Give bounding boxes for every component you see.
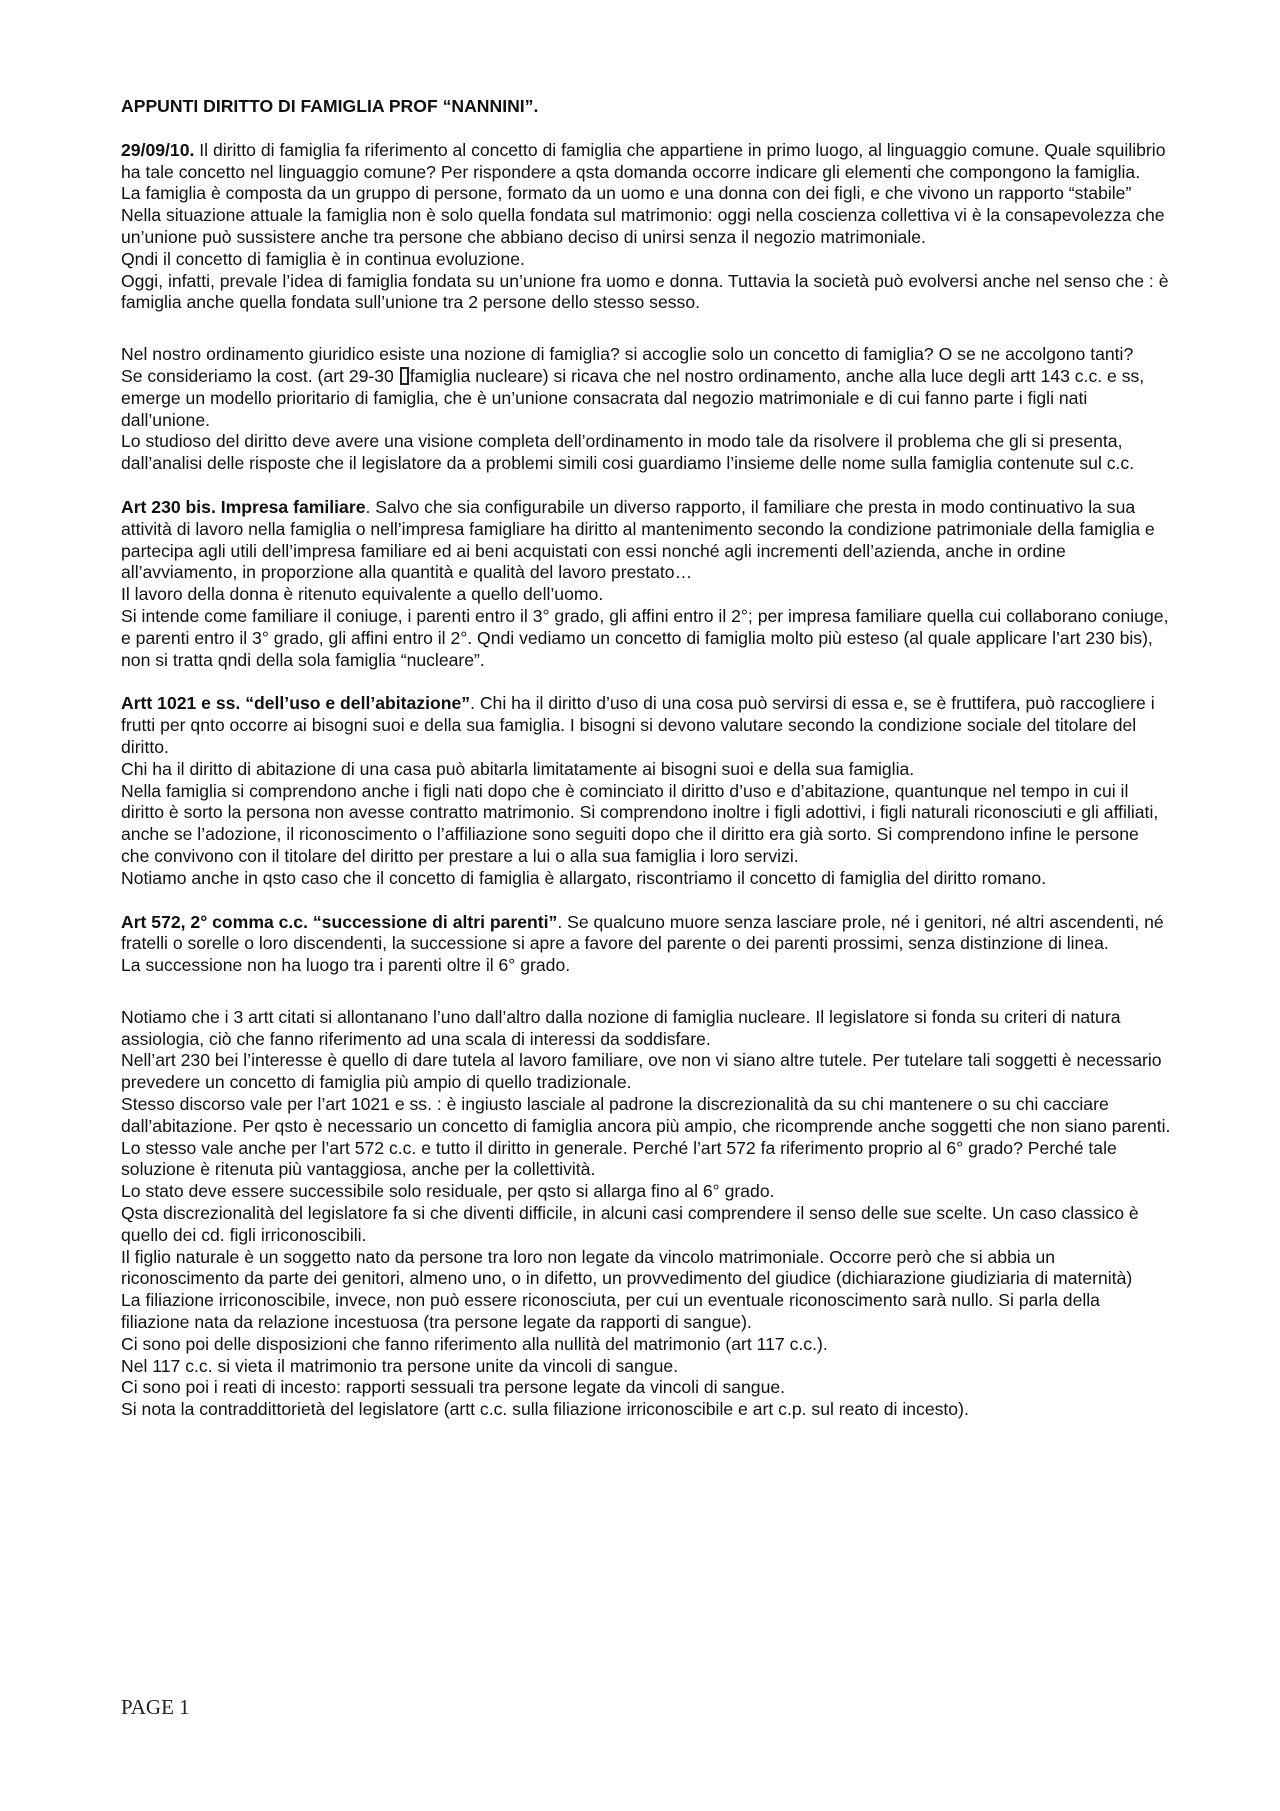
lecture-date: 29/09/10. (121, 139, 195, 160)
article-heading: Art 230 bis. Impresa familiare (121, 496, 366, 517)
paragraph: La successione non ha luogo tra i parenti oltre il 6° grado. (121, 955, 571, 976)
paragraph: Artt 1021 e ss. “dell’uso e dell’abitazione”. Chi ha il diritto d’uso di una cosa può servirsi di essa e, se è fruttifera, può raccogliere i frutti per qnto occorre ai bisogni suoi e della sua famiglia. I bisogni si devono valutare secondo la condizione sociale del titolare del diritto. (121, 693, 1155, 757)
paragraph: Art 230 bis. Impresa familiare. Salvo che sia configurabile un diverso rapporto, il familiare che presta in modo continuativo la sua attività di lavoro nella famiglia o nell’impresa famigliare ha diritto al mantenimento secondo la condizione patrimoniale della famiglia e partecipa agli utili dell’impresa familiare ed ai beni acquistati con essi nonché agli incrementi dell’azienda, anche in ordine all’avviamento, in proporzione alla quantità e qualità del lavoro prestato… (121, 496, 1155, 583)
paragraph: Qsta discrezionalità del legislatore fa si che diventi difficile, in alcuni casi comprendere il senso delle sue scelte. Un caso classico è quello dei cd. figli irriconoscibili. (121, 1203, 1139, 1245)
page-number-footer: PAGE 1 (121, 1695, 190, 1719)
paragraph: Nella famiglia si comprendono anche i figli nati dopo che è cominciato il diritto d’uso e d’abitazione, quantunque nel tempo in cui il diritto è sorto la persona non avesse contratto matrimonio. Si comprendono inoltre i figli adottivi, i figli naturali riconosciuti e gli affiliati, anche se l’adozione, il riconoscimento o l’affiliazione sono seguiti dopo che il diritto era già sorto. Si comprendono infine le persone che convivono con il titolare del diritto per prestare a lui o alla sua famiglia i loro servizi. (121, 780, 1159, 866)
document-body (121, 96, 1171, 1443)
section-art-572 (121, 912, 1171, 977)
paragraph: Ci sono poi delle disposizioni che fanno riferimento alla nullità del matrimonio (art 117 c.c.). (121, 1333, 828, 1354)
section-intro (121, 140, 1171, 314)
paragraph: Si intende come familiare il coniuge, i parenti entro il 3° grado, gli affini entro il 2°; per impresa familiare quella cui collaborano coniuge, e parenti entro il 3° grado, gli affini entro il 2°. Qndi vediamo un concetto di famiglia molto più esteso (al quale applicare l’art 230 bis), non si tratta qndi della sola famiglia “nucleare”. (121, 605, 1169, 670)
paragraph: Oggi, infatti, prevale l’idea di famiglia fondata su un’unione fra uomo e donna. Tuttavia la società può evolversi anche nel senso che : è famiglia anche quella fondata sull’unione tra 2 persone dello stesso sesso. (121, 270, 1169, 313)
paragraph: Si nota la contraddittorietà del legislatore (artt c.c. sulla filiazione irriconoscibile e art c.p. sul reato di incesto). (121, 1399, 969, 1420)
article-heading: Artt 1021 e ss. “dell’uso e dell’abitazione” (121, 693, 471, 714)
paragraph: Il lavoro della donna è ritenuto equivalente a quello dell’uomo. (121, 584, 604, 605)
document-title: APPUNTI DIRITTO DI FAMIGLIA PROF “NANNINI”. (121, 96, 539, 116)
section-nozione (121, 344, 1171, 475)
paragraph: Nel 117 c.c. si vieta il matrimonio tra persone unite da vincoli di sangue. (121, 1355, 679, 1376)
paragraph: Il figlio naturale è un soggetto nato da persone tra loro non legate da vincolo matrimoniale. Occorre però che si abbia un riconoscimento da parte dei genitori, almeno uno, o in difetto, un provvedimento del giudice (dichiarazione giudiziaria di maternità) (121, 1246, 1133, 1289)
section-art-1021 (121, 693, 1171, 889)
section-analisi (121, 1007, 1171, 1421)
paragraph: 29/09/10. Il diritto di famiglia fa riferimento al concetto di famiglia che appartiene in primo luogo, al linguaggio comune. Quale squilibrio ha tale concetto nel linguaggio comune? Per rispondere a qsta domanda occorre indicare gli elementi che compongono la famiglia. (121, 139, 1166, 182)
paragraph: Chi ha il diritto di abitazione di una casa può abitarla limitatamente ai bisogni suoi e della sua famiglia. (121, 758, 915, 779)
paragraph: Lo stato deve essere successibile solo residuale, per qsto si allarga fino al 6° grado. (121, 1181, 775, 1202)
paragraph: Nell’art 230 bei l’interesse è quello di dare tutela al lavoro familiare, ove non vi siano altre tutele. Per tutelare tali soggetti è necessario prevedere un concetto di famiglia più ampio di quello tradizionale. (121, 1050, 1162, 1093)
paragraph: Notiamo anche in qsto caso che il concetto di famiglia è allargato, riscontriamo il concetto di famiglia del diritto romano. (121, 867, 1047, 888)
paragraph: Lo studioso del diritto deve avere una visione completa dell’ordinamento in modo tale da risolvere il problema che gli si presenta, dall’analisi delle risposte che il legislatore da a problemi simili cosi guardiamo l’insieme delle nome sulla famiglia contenute sul c.c. (121, 431, 1135, 474)
paragraph: Ci sono poi i reati di incesto: rapporti sessuali tra persone legate da vincoli di sangue. (121, 1377, 786, 1398)
article-heading: Art 572, 2° comma c.c. “successione di altri parenti” (121, 911, 558, 932)
paragraph: Qndi il concetto di famiglia è in continua evoluzione. (121, 248, 525, 269)
arrow-symbol-icon (400, 367, 409, 385)
paragraph: Notiamo che i 3 artt citati si allontanano l’uno dall’altro dalla nozione di famiglia nucleare. Il legislatore si fonda su criteri di natura assiologia, ciò che fanno riferimento ad una scala di interessi da soddisfare. (121, 1006, 1121, 1049)
paragraph: La filiazione irriconoscibile, invece, non può essere riconosciuta, per cui un eventuale riconoscimento sarà nullo. Si parla della filiazione nata da relazione incestuosa (tra persone legate da rapporti di sangue). (121, 1290, 1100, 1333)
section-art-230-bis (121, 497, 1171, 671)
paragraph: Nella situazione attuale la famiglia non è solo quella fondata sul matrimonio: oggi nella coscienza collettiva vi è la consapevolezza che un’unione può sussistere anche tra persone che abbiano deciso di unirsi senza il negozio matrimoniale. (121, 205, 1165, 247)
paragraph: Stesso discorso vale per l’art 1021 e ss. : è ingiusto lasciale al padrone la discrezionalità da su chi mantenere o su chi cacciare dall’abitazione. Per qsto è necessario un concetto di famiglia ancora più ampio, che ricomprende anche soggetti che non siano parenti. (121, 1094, 1171, 1136)
paragraph: Lo stesso vale anche per l’art 572 c.c. e tutto il diritto in generale. Perché l’art 572 fa riferimento proprio al 6° grado? Perché tale soluzione è ritenuta più vantaggiosa, anche per la collettività. (121, 1137, 1117, 1180)
paragraph: Nel nostro ordinamento giuridico esiste una nozione di famiglia? si accoglie solo un concetto di famiglia? O se ne accolgono tanti? (121, 344, 1134, 365)
paragraph: Se consideriamo la cost. (art 29-30 famiglia nucleare) si ricava che nel nostro ordinamento, anche alla luce degli artt 143 c.c. e ss, emerge un modello prioritario di famiglia, che è un’unione consacrata dal negozio matrimoniale e di cui fanno parte i figli nati dall’unione. (121, 365, 1145, 430)
paragraph: La famiglia è composta da un gruppo di persone, formato da un uomo e una donna con dei figli, e che vivono un rapporto “stabile” (121, 183, 1132, 204)
paragraph: Art 572, 2° comma c.c. “successione di altri parenti”. Se qualcuno muore senza lasciare prole, né i genitori, né altri ascendenti, né fratelli o sorelle o loro discendenti, la successione si apre a favore del parente o dei parenti prossimi, senza distinzione di linea. (121, 911, 1164, 954)
